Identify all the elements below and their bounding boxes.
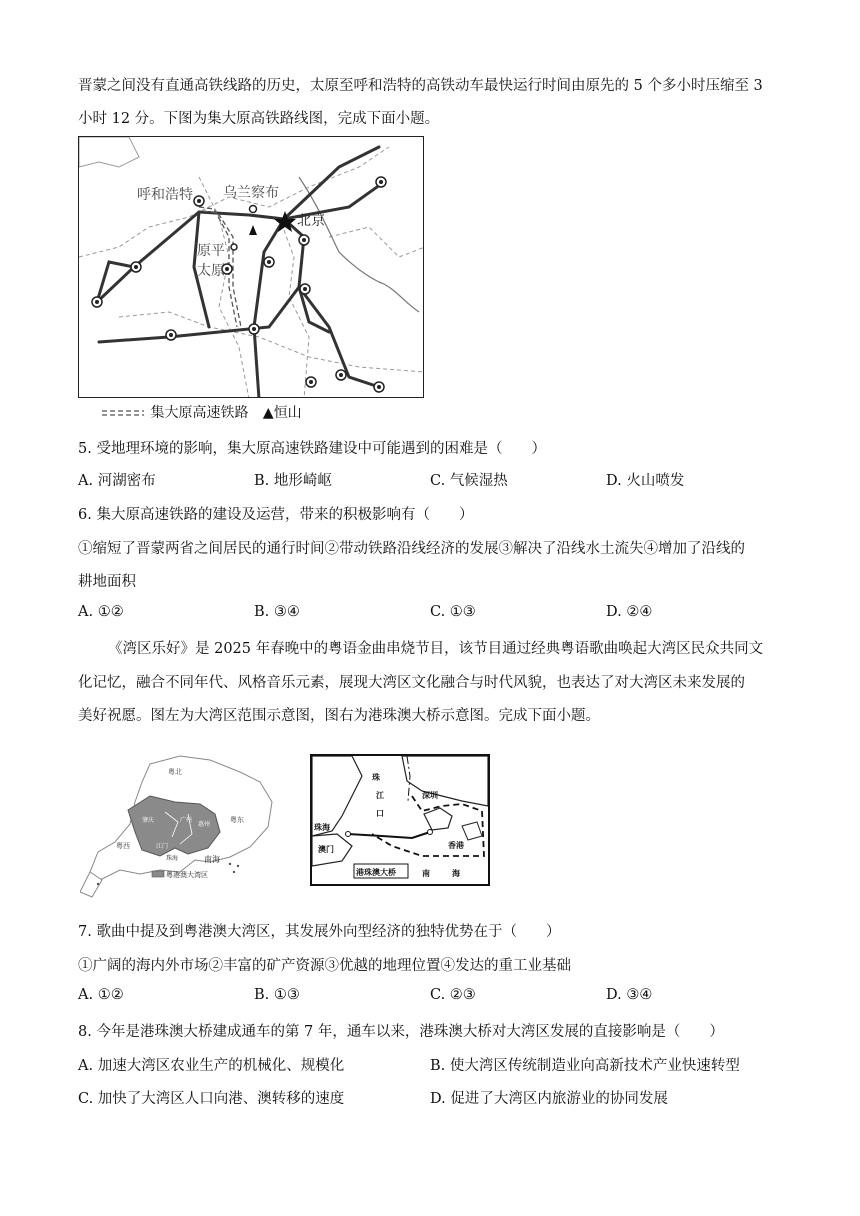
mountain-legend-icon: ▲ <box>262 405 274 421</box>
q6-items-line-1: ①缩短了晋蒙两省之间居民的通行时间②带动铁路沿线经济的发展③解决了沿线水土流失④增加了沿线的 <box>78 541 745 557</box>
railway-map-drawing <box>79 137 424 398</box>
q8-option-a: A. 加速大湾区农业生产的机械化、规模化 <box>78 1058 345 1074</box>
label-kou: 口 <box>376 809 384 818</box>
q7-option-b: B. ①③ <box>254 987 300 1003</box>
q7-option-a: A. ①② <box>78 987 124 1003</box>
label-hongkong: 香港 <box>448 841 464 850</box>
label-nanhai-left: 南海 <box>204 855 220 864</box>
q5-option-b: B. 地形崎岖 <box>254 473 332 489</box>
hzmb-map <box>310 754 490 886</box>
legend-railway-label: 集大原高速铁路 <box>150 405 249 421</box>
intro-line-1: 晋蒙之间没有直通高铁线路的历史，太原至呼和浩特的高铁动车最快运行时间由原先的 5 个多小时压缩至 3 <box>78 78 763 94</box>
hzmb-bridge-line <box>348 832 430 838</box>
passage2-line-3: 美好祝愿。图左为大湾区范围示意图，图右为港珠澳大桥示意图。完成下面小题。 <box>78 708 600 724</box>
label-hohhot: 呼和浩特 <box>137 187 193 203</box>
railway-map-legend <box>100 402 302 422</box>
label-jiang: 江 <box>376 791 384 800</box>
label-ulanqab: 乌兰察布 <box>223 185 279 201</box>
q6-option-c: C. ①③ <box>430 604 476 620</box>
q8-option-d: D. 促进了大湾区内旅游业的协同发展 <box>430 1091 668 1107</box>
q6-option-b: B. ③④ <box>254 604 300 620</box>
q5-stem: 5. 受地理环境的影响，集大原高速铁路建设中可能遇到的困难是（ ） <box>78 441 546 457</box>
label-huizhou: 惠州 <box>198 821 211 828</box>
q6-option-d: D. ②④ <box>606 604 653 620</box>
label-yuedong: 粤东 <box>230 816 244 824</box>
q6-option-a: A. ①② <box>78 604 124 620</box>
intro-line-2: 小时 12 分。下图为集大原高铁路线图，完成下面小题。 <box>78 111 440 127</box>
railway-map <box>78 136 424 398</box>
label-zhaoqing: 肇庆 <box>142 817 155 824</box>
label-bridge: 港珠澳大桥 <box>356 868 396 877</box>
hzmb-map-drawing <box>312 756 488 884</box>
label-yuebei: 粤北 <box>168 768 182 776</box>
q7-stem: 7. 歌曲中提及到粤港澳大湾区，其发展外向型经济的独特优势在于（ ） <box>78 924 561 940</box>
legend-mountain-label: 恒山 <box>273 405 302 421</box>
q6-stem: 6. 集大原高速铁路的建设及运营，带来的积极影响有（ ） <box>78 507 474 523</box>
q7-option-d: D. ③④ <box>606 987 653 1003</box>
hengshan-mountain-icon <box>249 225 257 235</box>
q5-option-d: D. 火山喷发 <box>606 473 685 489</box>
label-zhu: 珠 <box>372 773 380 782</box>
label-yuexi: 粤西 <box>116 842 130 850</box>
label-zhuhai: 珠海 <box>314 823 330 832</box>
q8-option-b: B. 使大湾区传统制造业向高新技术产业快速转型 <box>430 1058 740 1074</box>
q5-option-c: C. 气候湿热 <box>430 473 508 489</box>
label-hai: 海 <box>452 869 460 878</box>
passage2-line-1: 《湾区乐好》是 2025 年春晚中的粤语金曲串烧节目，该节目通过经典粤语歌曲唤起大湾区民众共同文 <box>108 641 764 657</box>
q8-stem: 8. 今年是港珠澳大桥建成通车的第 7 年，通车以来，港珠澳大桥对大湾区发展的直接影响是（ ） <box>78 1024 724 1040</box>
gba-map-drawing <box>80 752 280 898</box>
label-macau: 澳门 <box>318 845 334 854</box>
label-yuanping: 原平 <box>197 243 225 259</box>
q7-items: ①广阔的海内外市场②丰富的矿产资源③优越的地理位置④发达的重工业基础 <box>78 958 571 974</box>
railway-legend-symbol <box>100 408 146 418</box>
ulanqab-station <box>250 206 257 213</box>
gba-legend-swatch <box>152 871 164 877</box>
label-jiangmen: 江门 <box>156 843 169 850</box>
label-shenzhen: 深圳 <box>422 791 438 800</box>
q5-option-a: A. 河湖密布 <box>78 473 156 489</box>
yuanping-station <box>231 244 237 250</box>
gba-legend-label: 粤港澳大湾区 <box>166 871 208 879</box>
label-nan: 南 <box>422 869 430 878</box>
label-guangzhou: 广州 <box>180 817 193 824</box>
passage2-line-2: 化记忆，融合不同年代、风格音乐元素，展现大湾区文化融合与时代风貌，也表达了对大湾区未来发展的 <box>78 675 745 691</box>
coastline <box>299 177 419 312</box>
q8-option-c: C. 加快了大湾区人口向港、澳转移的速度 <box>78 1091 345 1107</box>
label-zhuhai-left: 珠海 <box>166 855 179 862</box>
label-taiyuan: 太原 <box>197 263 225 279</box>
label-beijing: 北京 <box>297 213 325 229</box>
q6-items-line-2: 耕地面积 <box>78 574 136 590</box>
q7-option-c: C. ②③ <box>430 987 476 1003</box>
greater-bay-area-map <box>80 752 280 898</box>
